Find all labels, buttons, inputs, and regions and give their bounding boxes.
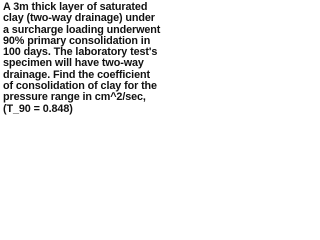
question-line: 90% primary consolidation in [3, 34, 151, 47]
question-line: pressure range in cm^2/sec, [3, 91, 146, 104]
question-line: a surcharge loading underwent [3, 23, 161, 36]
question-line: drainage. Find the coefficient [3, 68, 150, 81]
question-line: clay (two-way drainage) under [3, 12, 155, 25]
question-line: A 3m thick layer of saturated [3, 1, 148, 13]
question-line: (T_90 = 0.848) [3, 102, 73, 115]
question-line: specimen will have two-way [3, 57, 144, 70]
question-line: 100 days. The laboratory test's [3, 46, 158, 59]
question-line: of consolidation of clay for the [3, 80, 157, 93]
question-text [3, 2, 200, 115]
question-panel [0, 0, 200, 140]
